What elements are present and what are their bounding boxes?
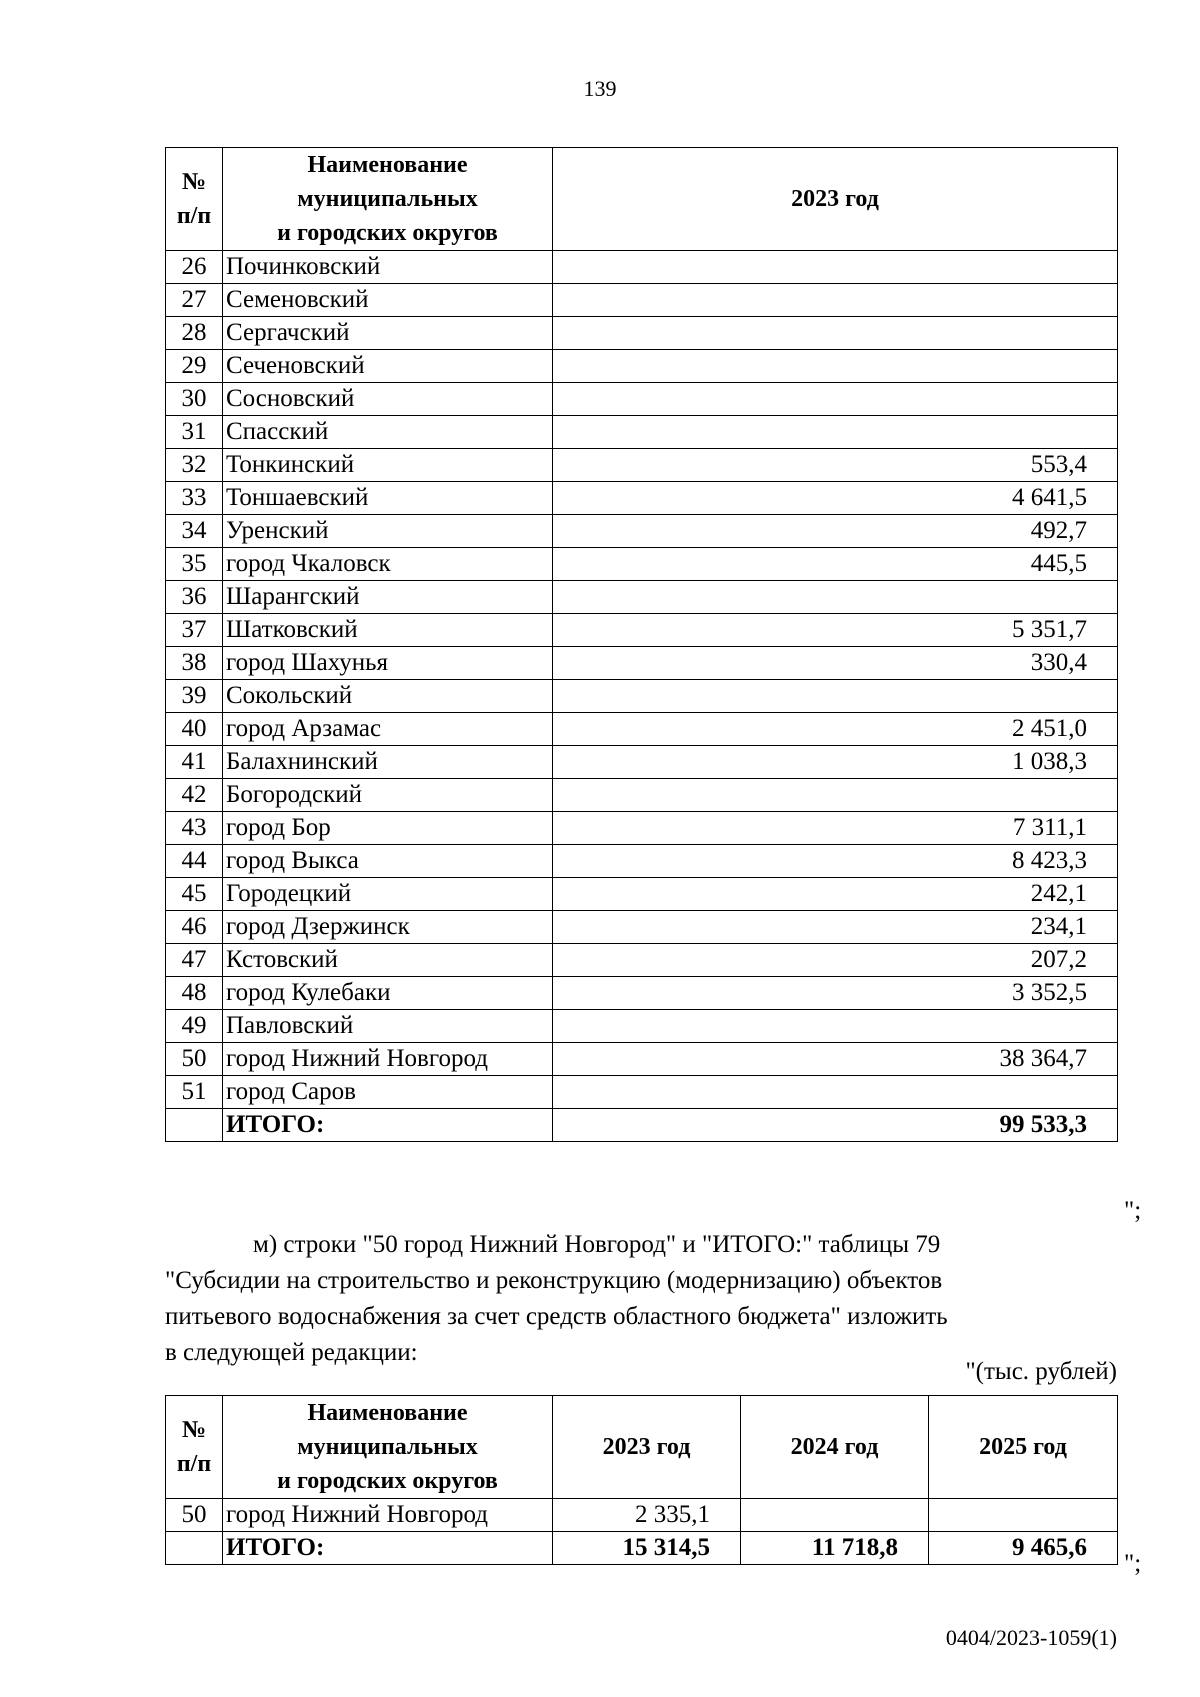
header-name bbox=[223, 1396, 553, 1499]
header-name bbox=[223, 148, 553, 251]
table-row bbox=[166, 383, 1118, 416]
row-name: город Арзамас bbox=[223, 713, 553, 746]
row-value-2024 bbox=[741, 1499, 929, 1532]
header-num-line1: № bbox=[181, 1417, 207, 1443]
row-name: Городецкий bbox=[223, 878, 553, 911]
table-row bbox=[166, 680, 1118, 713]
row-name: город Чкаловск bbox=[223, 548, 553, 581]
water-supply-subsidy-table bbox=[165, 1395, 1118, 1565]
row-name: Уренский bbox=[223, 515, 553, 548]
row-value: 5 351,7 bbox=[553, 614, 1118, 647]
row-num: 27 bbox=[166, 284, 223, 317]
amendment-paragraph bbox=[165, 1227, 1117, 1371]
header-year-2025: 2025 год bbox=[929, 1396, 1118, 1499]
header-num-line2: п/п bbox=[176, 1451, 212, 1477]
row-name: Починковский bbox=[223, 251, 553, 284]
header-num-line2: п/п bbox=[176, 203, 212, 229]
row-value bbox=[553, 251, 1118, 284]
table-row bbox=[166, 1499, 1118, 1532]
row-name: город Саров bbox=[223, 1076, 553, 1109]
table-row bbox=[166, 1010, 1118, 1043]
table-row bbox=[166, 977, 1118, 1010]
total-value-2024: 11 718,8 bbox=[741, 1532, 929, 1565]
table-row bbox=[166, 482, 1118, 515]
header-name-line3: и городских округов bbox=[277, 220, 498, 246]
table-row bbox=[166, 911, 1118, 944]
row-num: 43 bbox=[166, 812, 223, 845]
row-num: 29 bbox=[166, 350, 223, 383]
row-value bbox=[553, 680, 1118, 713]
table-row bbox=[166, 350, 1118, 383]
total-value-2025: 9 465,6 bbox=[929, 1532, 1118, 1565]
row-name: город Бор bbox=[223, 812, 553, 845]
row-value bbox=[553, 416, 1118, 449]
total-label: ИТОГО: bbox=[223, 1532, 553, 1565]
row-value bbox=[553, 779, 1118, 812]
row-name: город Шахунья bbox=[223, 647, 553, 680]
table-header-row bbox=[166, 1396, 1118, 1499]
document-code: 0404/2023-1059(1) bbox=[945, 1625, 1117, 1650]
row-num: 46 bbox=[166, 911, 223, 944]
row-name: Сокольский bbox=[223, 680, 553, 713]
row-value: 4 641,5 bbox=[553, 482, 1118, 515]
row-value: 492,7 bbox=[553, 515, 1118, 548]
row-value bbox=[553, 383, 1118, 416]
row-num: 42 bbox=[166, 779, 223, 812]
table-row bbox=[166, 812, 1118, 845]
row-name: Шарангский bbox=[223, 581, 553, 614]
row-value: 1 038,3 bbox=[553, 746, 1118, 779]
table-row bbox=[166, 284, 1118, 317]
total-row bbox=[166, 1109, 1118, 1142]
row-value bbox=[553, 581, 1118, 614]
table-header-row bbox=[166, 148, 1118, 251]
row-name: Сосновский bbox=[223, 383, 553, 416]
total-value: 99 533,3 bbox=[553, 1109, 1118, 1142]
table-row bbox=[166, 1076, 1118, 1109]
paragraph-line: в следующей редакции: bbox=[165, 1339, 418, 1366]
table-row bbox=[166, 845, 1118, 878]
table-row bbox=[166, 581, 1118, 614]
table-row bbox=[166, 1043, 1118, 1076]
table-row bbox=[166, 944, 1118, 977]
row-name: Сеченовский bbox=[223, 350, 553, 383]
row-value: 330,4 bbox=[553, 647, 1118, 680]
table-row bbox=[166, 317, 1118, 350]
total-num-cell bbox=[166, 1532, 223, 1565]
row-num: 36 bbox=[166, 581, 223, 614]
row-name: Семеновский bbox=[223, 284, 553, 317]
row-num: 49 bbox=[166, 1010, 223, 1043]
row-name: Богородский bbox=[223, 779, 553, 812]
table-row bbox=[166, 515, 1118, 548]
row-value: 445,5 bbox=[553, 548, 1118, 581]
row-num: 28 bbox=[166, 317, 223, 350]
row-num: 31 bbox=[166, 416, 223, 449]
row-num: 51 bbox=[166, 1076, 223, 1109]
header-num bbox=[166, 148, 223, 251]
row-name: город Дзержинск bbox=[223, 911, 553, 944]
row-name: город Нижний Новгород bbox=[223, 1499, 553, 1532]
unit-note: "(тыс. рублей) bbox=[965, 1358, 1117, 1385]
row-value: 38 364,7 bbox=[553, 1043, 1118, 1076]
row-num: 34 bbox=[166, 515, 223, 548]
row-value: 207,2 bbox=[553, 944, 1118, 977]
closing-quote: "; bbox=[1124, 1197, 1142, 1224]
table-row bbox=[166, 746, 1118, 779]
row-value: 8 423,3 bbox=[553, 845, 1118, 878]
row-num: 40 bbox=[166, 713, 223, 746]
total-value-2023: 15 314,5 bbox=[553, 1532, 741, 1565]
table-row bbox=[166, 878, 1118, 911]
row-num: 47 bbox=[166, 944, 223, 977]
row-num: 41 bbox=[166, 746, 223, 779]
paragraph-line: м) строки "50 город Нижний Новгород" и "ИТОГО:" таблицы 79 bbox=[253, 1231, 941, 1258]
row-num: 30 bbox=[166, 383, 223, 416]
header-name-line2: муниципальных bbox=[297, 186, 478, 212]
row-name: город Нижний Новгород bbox=[223, 1043, 553, 1076]
row-value: 3 352,5 bbox=[553, 977, 1118, 1010]
header-year-2023: 2023 год bbox=[553, 148, 1118, 251]
row-value: 7 311,1 bbox=[553, 812, 1118, 845]
row-num: 32 bbox=[166, 449, 223, 482]
header-name-line3: и городских округов bbox=[277, 1468, 498, 1494]
row-value: 553,4 bbox=[553, 449, 1118, 482]
row-name: Шатковский bbox=[223, 614, 553, 647]
header-name-line2: муниципальных bbox=[297, 1434, 478, 1460]
table-body bbox=[166, 251, 1118, 1109]
header-name-line1: Наименование bbox=[307, 152, 468, 178]
closing-quote: "; bbox=[1124, 1550, 1142, 1577]
row-name: Тоншаевский bbox=[223, 482, 553, 515]
row-value bbox=[553, 1076, 1118, 1109]
row-value bbox=[553, 317, 1118, 350]
row-name: город Кулебаки bbox=[223, 977, 553, 1010]
row-name: Сергачский bbox=[223, 317, 553, 350]
header-year-2023: 2023 год bbox=[553, 1396, 741, 1499]
header-num bbox=[166, 1396, 223, 1499]
table-row bbox=[166, 548, 1118, 581]
table-row bbox=[166, 713, 1118, 746]
table-row bbox=[166, 416, 1118, 449]
row-value: 234,1 bbox=[553, 911, 1118, 944]
row-value-2025 bbox=[929, 1499, 1118, 1532]
total-label: ИТОГО: bbox=[223, 1109, 553, 1142]
row-name: Кстовский bbox=[223, 944, 553, 977]
row-value bbox=[553, 1010, 1118, 1043]
row-name: Тонкинский bbox=[223, 449, 553, 482]
row-value-2023: 2 335,1 bbox=[553, 1499, 741, 1532]
paragraph-line: питьевого водоснабжения за счет средств областного бюджета" изложить bbox=[165, 1303, 948, 1330]
page-number: 139 bbox=[583, 76, 617, 101]
row-value bbox=[553, 284, 1118, 317]
row-num: 48 bbox=[166, 977, 223, 1010]
row-value: 2 451,0 bbox=[553, 713, 1118, 746]
row-num: 33 bbox=[166, 482, 223, 515]
total-num-cell bbox=[166, 1109, 223, 1142]
row-num: 45 bbox=[166, 878, 223, 911]
row-num: 37 bbox=[166, 614, 223, 647]
table-row bbox=[166, 779, 1118, 812]
row-num: 38 bbox=[166, 647, 223, 680]
row-name: Спасский bbox=[223, 416, 553, 449]
row-num: 39 bbox=[166, 680, 223, 713]
table-row bbox=[166, 647, 1118, 680]
row-name: Павловский bbox=[223, 1010, 553, 1043]
header-year-2024: 2024 год bbox=[741, 1396, 929, 1499]
row-num: 26 bbox=[166, 251, 223, 284]
header-name-line1: Наименование bbox=[307, 1400, 468, 1426]
row-value bbox=[553, 350, 1118, 383]
row-num: 44 bbox=[166, 845, 223, 878]
row-name: Балахнинский bbox=[223, 746, 553, 779]
header-num-line1: № bbox=[181, 169, 207, 195]
row-num: 35 bbox=[166, 548, 223, 581]
table-row bbox=[166, 251, 1118, 284]
row-num: 50 bbox=[166, 1499, 223, 1532]
row-num: 50 bbox=[166, 1043, 223, 1076]
table-row bbox=[166, 449, 1118, 482]
subsidy-table-2023 bbox=[165, 147, 1118, 1142]
row-value: 242,1 bbox=[553, 878, 1118, 911]
row-name: город Выкса bbox=[223, 845, 553, 878]
table-row bbox=[166, 614, 1118, 647]
paragraph-line: "Субсидии на строительство и реконструкцию (модернизацию) объектов bbox=[165, 1267, 943, 1294]
total-row bbox=[166, 1532, 1118, 1565]
